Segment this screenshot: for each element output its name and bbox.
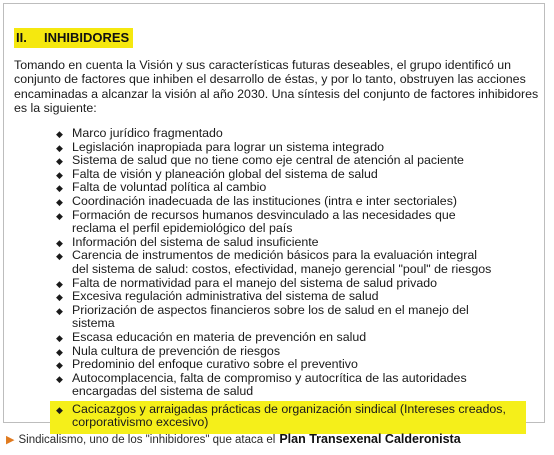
list-item — [56, 358, 496, 372]
list-item-text: Sistema de salud que no tiene como eje central de atención al paciente — [72, 153, 464, 168]
caption-arrow-icon: ▶ — [6, 434, 15, 446]
list-item-text: Priorización de aspectos financieros sobre los de salud en el manejo del sistema — [72, 302, 469, 331]
list-item — [56, 290, 496, 304]
list-item-text: Nula cultura de prevención de riesgos — [72, 343, 281, 358]
list-item-text: Falta de visión y planeación global del sistema de salud — [72, 166, 378, 181]
list-item-text: Escasa educación en materia de prevención en salud — [72, 329, 367, 344]
diamond-bullet-icon: ◆ — [56, 196, 63, 207]
diamond-bullet-icon: ◆ — [56, 360, 63, 371]
section-title: INHIBIDORES — [44, 30, 130, 45]
diamond-bullet-icon: ◆ — [56, 251, 63, 262]
diamond-bullet-icon: ◆ — [56, 183, 63, 194]
section-number: II. — [16, 30, 27, 45]
diamond-bullet-icon: ◆ — [56, 305, 63, 316]
diamond-bullet-icon: ◆ — [56, 142, 63, 153]
list-item — [56, 168, 496, 182]
list-item — [56, 249, 496, 276]
caption-text: Sindicalismo, uno de los "inhibidores" que ataca el — [18, 434, 276, 446]
list-item — [56, 345, 496, 359]
diamond-bullet-icon: ◆ — [56, 210, 63, 221]
diamond-bullet-icon: ◆ — [56, 169, 63, 180]
list-item — [56, 304, 496, 331]
diamond-bullet-icon: ◆ — [56, 129, 63, 139]
diamond-bullet-icon: ◆ — [56, 292, 63, 303]
diamond-bullet-icon: ◆ — [56, 373, 63, 384]
list-item — [56, 331, 496, 345]
list-item-text: Marco jurídico fragmentado — [72, 126, 223, 140]
list-item — [56, 372, 496, 399]
list-item — [56, 236, 496, 250]
list-item — [56, 154, 496, 168]
list-item-text: Cacicazgos y arraigadas prácticas de organización sindical (Intereses creados, corporativismo excesivo) — [72, 401, 506, 430]
list-item-text: Carencia de instrumentos de medición básicos para la evaluación integral del sistema de salud: costos, efectividad, manejo gerencial "poul" de riesgos — [72, 248, 492, 276]
list-item-text: Legislación inapropiada para lograr un sistema integrado — [72, 139, 385, 154]
list-item — [56, 277, 496, 291]
list-item-text: Falta de normatividad para el manejo del sistema de salud privado — [72, 275, 438, 290]
inhibitor-list — [56, 126, 506, 434]
list-item — [56, 181, 496, 195]
document-scan — [3, 3, 545, 430]
diamond-bullet-icon: ◆ — [56, 346, 63, 357]
list-item-text: Autocomplacencia, falta de compromiso y autocrítica de las autoridades encargadas del sistema de salud — [72, 370, 467, 399]
list-item — [56, 141, 496, 155]
list-item-text: Predominio del enfoque curativo sobre el preventivo — [72, 357, 358, 372]
image-caption — [6, 432, 461, 446]
diamond-bullet-icon: ◆ — [56, 332, 63, 343]
diamond-bullet-icon: ◆ — [56, 404, 63, 415]
list-item — [56, 127, 496, 141]
list-item-text: Formación de recursos humanos desvinculado a las necesidades que reclama el perfil epidemiológico del país — [72, 207, 456, 236]
list-item — [56, 209, 496, 236]
section-heading — [14, 28, 133, 48]
list-item-text: Excesiva regulación administrativa del sistema de salud — [72, 289, 379, 304]
diamond-bullet-icon: ◆ — [56, 237, 63, 248]
highlighted-list-item — [50, 401, 526, 434]
list-item-text: Falta de voluntad política al cambio — [72, 180, 267, 195]
caption-emphasis: Plan Transexenal Calderonista — [279, 432, 461, 446]
list-item-text: Información del sistema de salud insuficiente — [72, 234, 319, 249]
list-item — [56, 195, 496, 209]
diamond-bullet-icon: ◆ — [56, 156, 63, 167]
list-item-text: Coordinación inadecuada de las instituciones (intra e inter sectoriales) — [72, 193, 458, 208]
intro-paragraph: Tomando en cuenta la Visión y sus características futuras deseables, el grupo identificó un conjunto de factores que inhiben el desarrollo de éstas, y por lo tanto, obstruyen las acciones encaminadas a alcanzar la visión al año 2030. Una síntesis del conjunto de factores inhibidores es la siguiente: — [14, 58, 539, 115]
diamond-bullet-icon: ◆ — [56, 278, 63, 289]
